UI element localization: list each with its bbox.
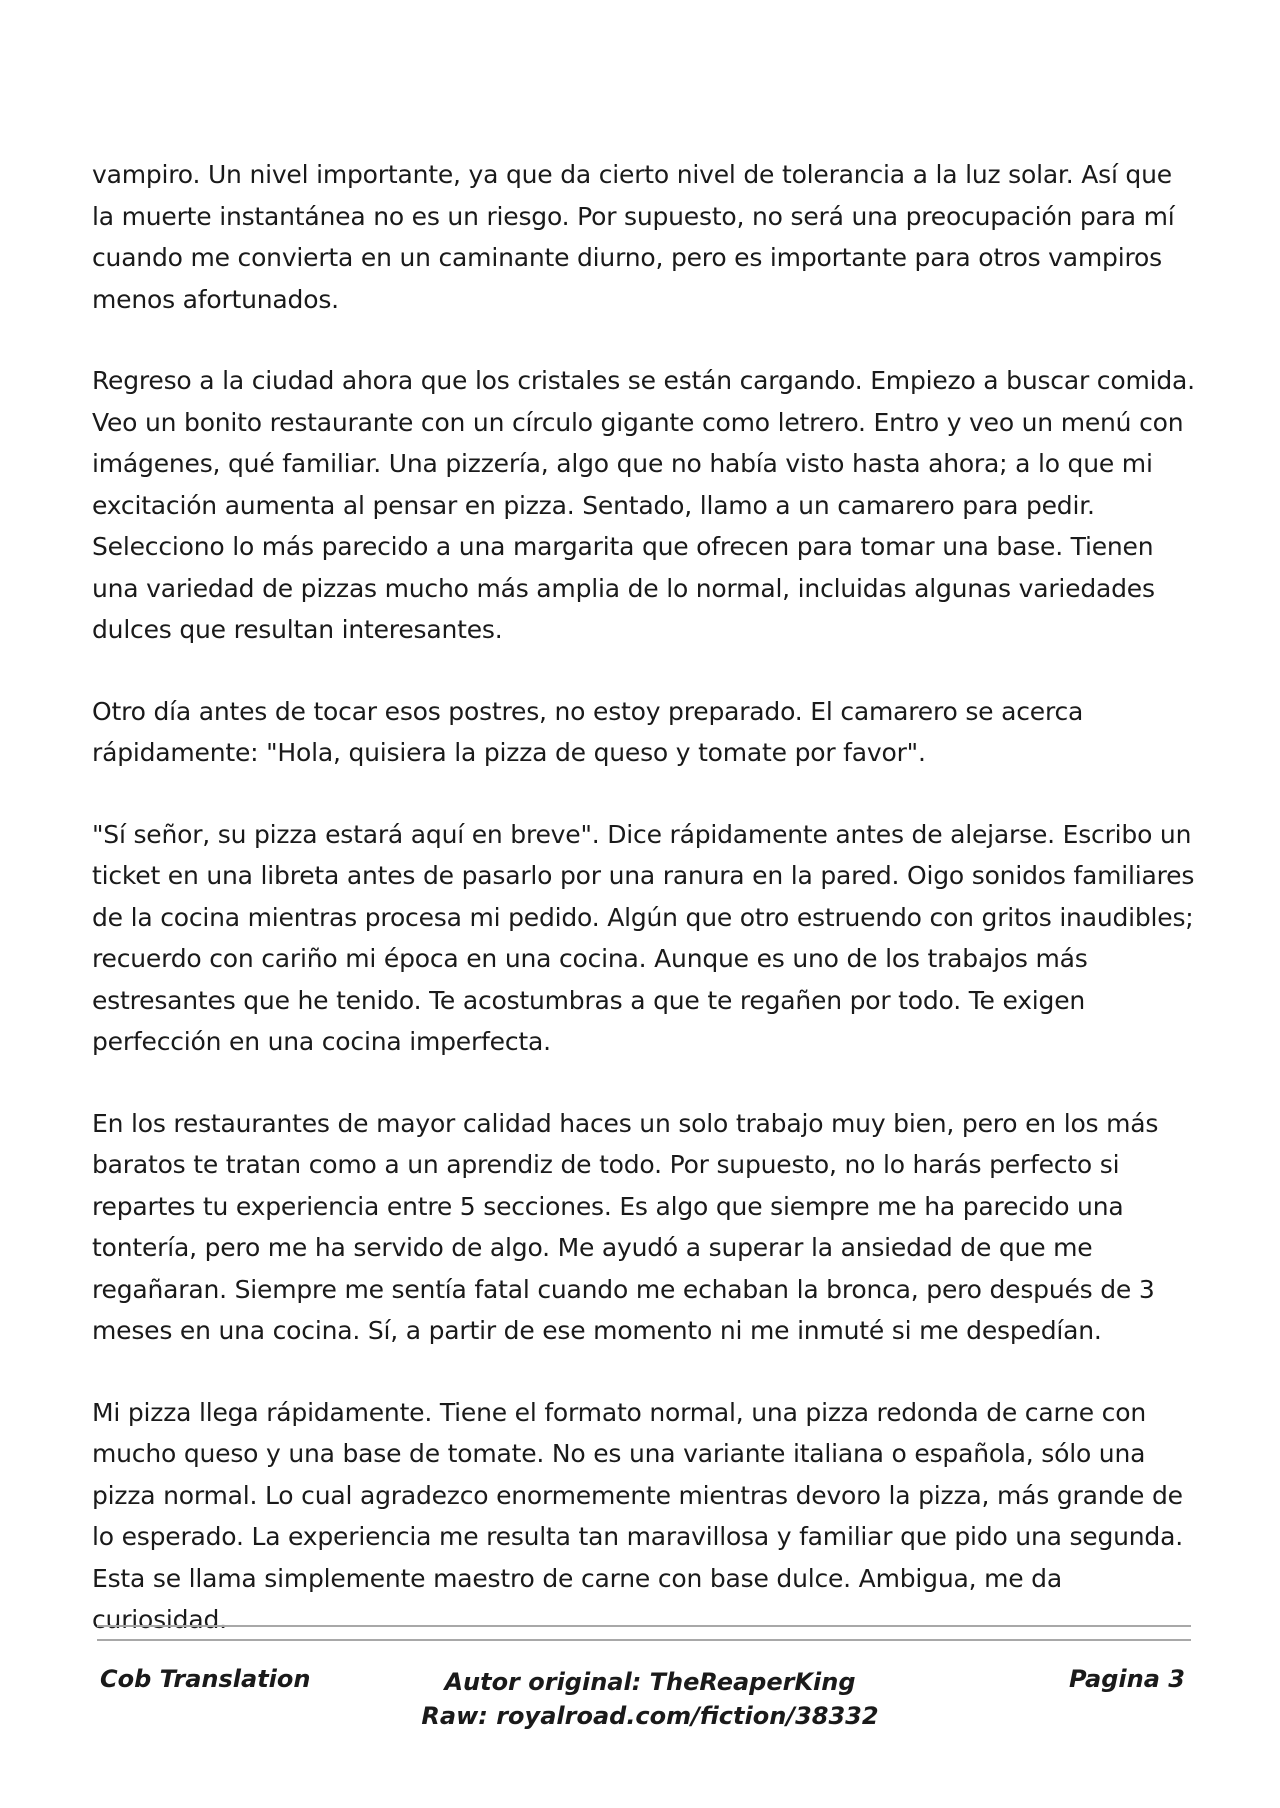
footer-divider-top	[97, 1625, 1191, 1627]
paragraph: Otro día antes de tocar esos postres, no estoy preparado. El camarero se acerca rápidamente: "Hola, quisiera la pizza de queso y tomate por favor".	[92, 696, 1084, 767]
footer-raw-source: Raw: royalroad.com/fiction/38332	[421, 1702, 879, 1730]
footer-divider-bottom	[97, 1639, 1191, 1641]
paragraph: Mi pizza llega rápidamente. Tiene el formato normal, una pizza redonda de carne con mucho queso y una base de tomate. No es una variante italiana o española, sólo una pizza normal. Lo cual agradezco enormemente mientras devoro la pizza, más grande de lo esperado. La experiencia me resulta tan maravillosa y familiar que pido una segunda. Esta se llama simplemente maestro de carne con base dulce. Ambigua, me da curiosidad.	[92, 1397, 1183, 1634]
paragraph: "Sí señor, su pizza estará aquí en breve". Dice rápidamente antes de alejarse. Escribo un ticket en una libreta antes de pasarlo por una ranura en la pared. Oigo sonidos familiares de la cocina mientras procesa mi pedido. Algún que otro estruendo con gritos inaudibles; recuerdo con cariño mi época en una cocina. Aunque es uno de los trabajos más estresantes que he tenido. Te acostumbras a que te regañen por todo. Te exigen perfección en una cocina imperfecta.	[92, 819, 1195, 1056]
paragraph: Regreso a la ciudad ahora que los cristales se están cargando. Empiezo a buscar comida. Veo un bonito restaurante con un círculo gigante como letrero. Entro y veo un menú con imágenes, qué familiar. Una pizzería, algo que no había visto hasta ahora; a lo que mi excitación aumenta al pensar en pizza. Sentado, llamo a un camarero para pedir. Selecciono lo más parecido a una margarita que ofrecen para tomar una base. Tienen una variedad de pizzas mucho más amplia de lo normal, incluidas algunas variedades dulces que resultan interesantes.	[92, 366, 1195, 644]
footer-translator: Cob Translation	[100, 1665, 311, 1693]
paragraph: vampiro. Un nivel importante, ya que da cierto nivel de tolerancia a la luz solar. Así que la muerte instantánea no es un riesgo. Por supuesto, no será una preocupación para mí cuando me convierta en un caminante diurno, pero es importante para otros vampiros menos afortunados.	[92, 160, 1175, 314]
footer-author: Autor original: TheReaperKing	[444, 1668, 856, 1696]
paragraph: En los restaurantes de mayor calidad haces un solo trabajo muy bien, pero en los más baratos te tratan como a un aprendiz de todo. Por supuesto, no lo harás perfecto si repartes tu experiencia entre 5 secciones. Es algo que siempre me ha parecido una tontería, pero me ha servido de algo. Me ayudó a superar la ansiedad de que me regañaran. Siempre me sentía fatal cuando me echaban la bronca, pero después de 3 meses en una cocina. Sí, a partir de ese momento ni me inmuté si me despedían.	[92, 1108, 1159, 1345]
footer-credits	[340, 1665, 960, 1733]
page-body	[92, 154, 1198, 1681]
footer-page-number: Pagina 3	[1069, 1665, 1185, 1693]
